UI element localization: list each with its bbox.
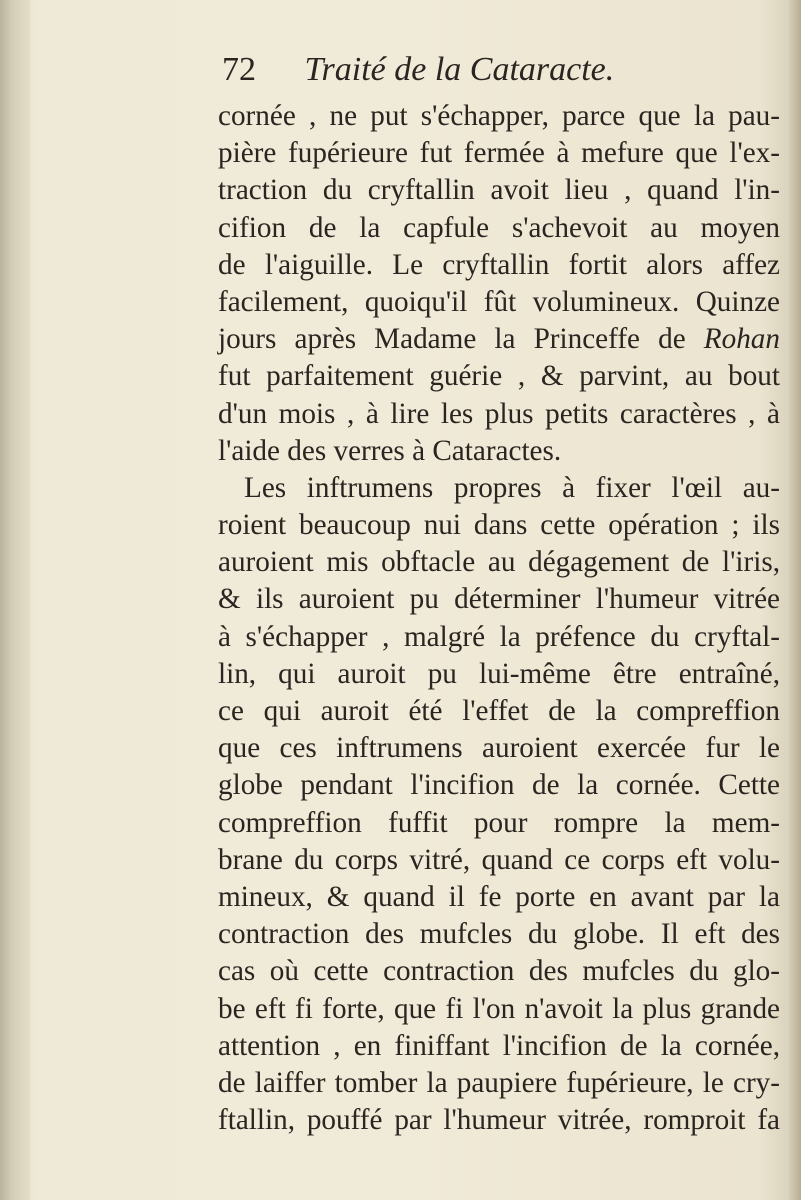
text-line: globe pendant l'incifion de la cornée. Cette (218, 769, 780, 802)
text-line: de l'aiguille. Le cryftallin fortit alors affez (218, 248, 780, 281)
running-title: Traité de la Cataracte. (304, 51, 615, 88)
text-line: fut parfaitement guérie , & parvint, au bout (218, 360, 780, 393)
text-line: Les inftrumens propres à fixer l'œil au- (244, 471, 780, 504)
text-line: mineux, & quand il fe porte en avant par la (218, 880, 780, 913)
text-line: jours après Madame la Princeffe de Rohan (218, 323, 780, 356)
text-line: brane du corps vitré, quand ce corps eft volu- (218, 843, 780, 876)
text-line: cifion de la capfule s'achevoit au moyen (218, 211, 780, 244)
text-line: de laiffer tomber la paupiere fupérieure, le cry- (218, 1066, 780, 1099)
page-edge (789, 0, 801, 1200)
text-line: contraction des mufcles du globe. Il eft des (218, 918, 780, 951)
text-line: pière fupérieure fut fermée à mefure que l'ex- (218, 137, 780, 170)
text-line: à s'échapper , malgré la préfence du cryftal- (218, 620, 780, 653)
text-line: d'un mois , à lire les plus petits caractères , à (218, 397, 780, 430)
text-line: cornée , ne put s'échapper, parce que la pau- (218, 100, 780, 132)
text-line: traction du cryftallin avoit lieu , quand l'in- (218, 174, 780, 207)
text-line: ce qui auroit été l'effet de la compreffion (218, 695, 780, 727)
text-line: roient beaucoup nui dans cette opération ; ils (218, 509, 780, 542)
page-binding-shadow (0, 0, 30, 1200)
text-line: cas où cette contraction des mufcles du glo- (218, 955, 780, 988)
text-line: be eft fi forte, que fi l'on n'avoit la plus grande (218, 992, 780, 1025)
body-text (218, 98, 780, 1139)
running-header (222, 48, 782, 92)
text-line: ftallin, pouffé par l'humeur vitrée, romproit fa (218, 1104, 780, 1137)
text-line: attention , en finiffant l'incifion de la cornée, (218, 1029, 780, 1062)
text-line: que ces inftrumens auroient exercée fur le (218, 732, 780, 765)
text-line: compreffion fuffit pour rompre la mem- (218, 806, 780, 839)
italic-name: Rohan (703, 323, 780, 356)
text-line: l'aide des verres à Cataractes. (218, 434, 562, 467)
text-line: auroient mis obftacle au dégagement de l'iris, (218, 546, 780, 579)
text-line: & ils auroient pu déterminer l'humeur vitrée (218, 583, 780, 616)
text-line: lin, qui auroit pu lui-même être entraîné, (218, 657, 780, 690)
text-line: facilement, quoiqu'il fût volumineux. Quinze (218, 285, 780, 318)
page-number: 72 (222, 51, 256, 88)
